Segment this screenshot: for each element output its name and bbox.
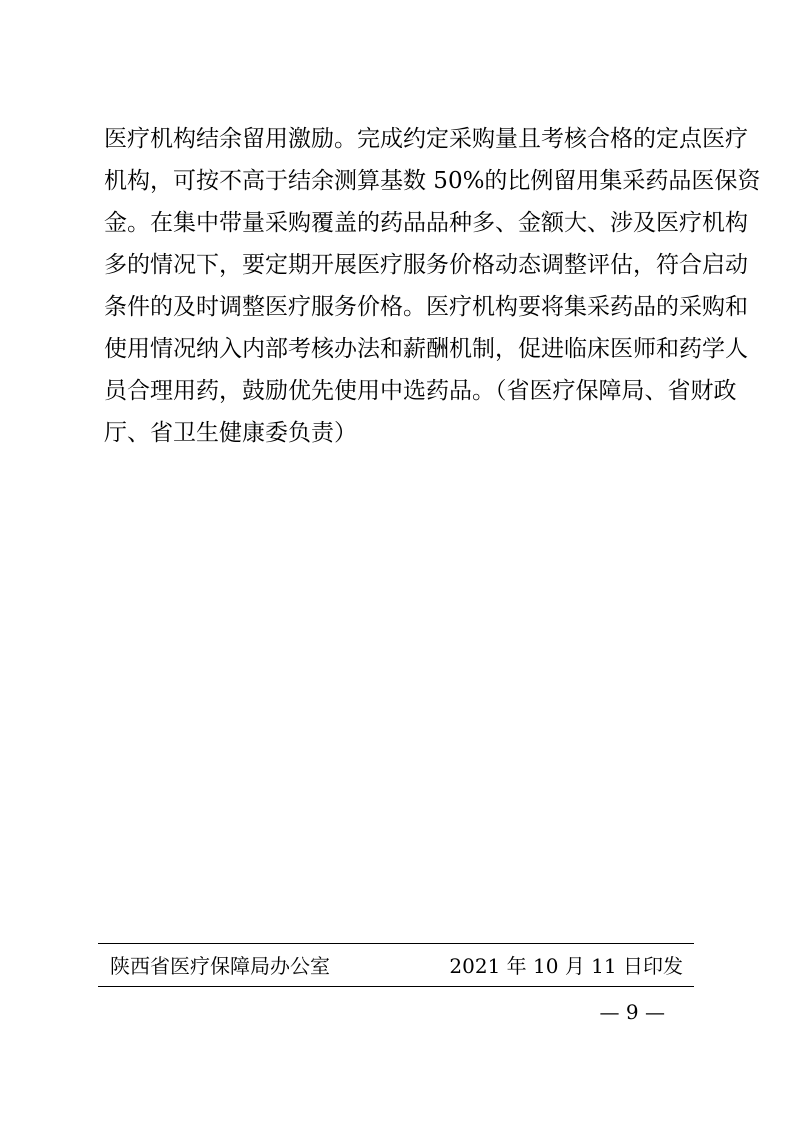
footer-top-rule xyxy=(98,943,694,944)
footer-bottom-rule xyxy=(98,986,694,987)
body-line-7: 员合理用药，鼓励优先使用中选药品。（省医疗保障局、省财政 xyxy=(104,378,737,404)
body-line-3: 金。在集中带量采购覆盖的药品品种多、金额大、涉及医疗机构 xyxy=(104,210,748,236)
body-line-1: 医疗机构结余留用激励。完成约定采购量且考核合格的定点医疗 xyxy=(104,126,748,152)
body-line-8: 厅、省卫生健康委负责） xyxy=(104,420,357,446)
issuer-name: 陕西省医疗保障局办公室 xyxy=(110,954,330,978)
body-line-6: 使用情况纳入内部考核办法和薪酬机制，促进临床医师和药学人 xyxy=(104,336,748,362)
page-number: — 9 — xyxy=(599,1000,665,1024)
body-line-4: 多的情况下，要定期开展医疗服务价格动态调整评估，符合启动 xyxy=(104,252,748,278)
issue-date: 2021 年 10 月 11 日印发 xyxy=(449,954,683,978)
body-line-2: 机构，可按不高于结余测算基数 50%的比例留用集采药品医保资 xyxy=(104,168,761,194)
body-line-5: 条件的及时调整医疗服务价格。医疗机构要将集采药品的采购和 xyxy=(104,294,748,320)
body-paragraph xyxy=(104,118,761,454)
